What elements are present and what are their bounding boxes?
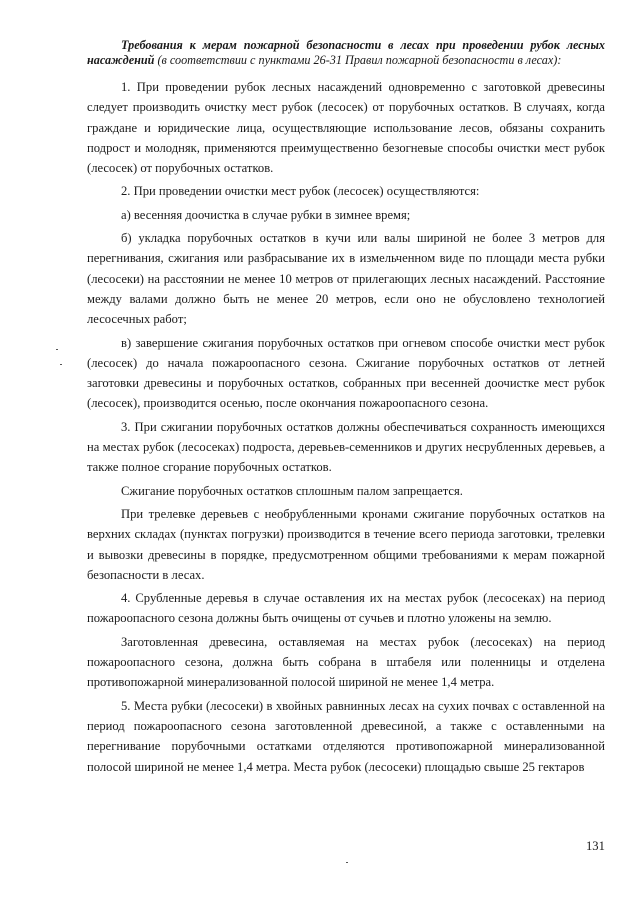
- title-text: Требования к мерам пожарной безопасности в лесах при проведении рубок лесных насаждений: [87, 38, 605, 67]
- paragraph-2: 2. При проведении очистки мест рубок (лесосек) осуществляются:: [121, 184, 480, 199]
- paragraph-4-timber: Заготовленная древесина, оставляемая на местах рубок (лесосеках) на период пожароопасного сезона, должна быть собрана в штабеля или поленницы и отделена противопожарной минерализованной полосой шириной не менее 1,4 метра.: [87, 634, 605, 690]
- paragraph-2c: в) завершение сжигания порубочных остатков при огневом способе очистки мест рубок (лесосек) до начала пожароопасного сезона. Сжигание порубочных остатков от летней заготовки древесины и порубочных остатков, собранных при весенней доочистке мест рубок (лесосек), производится осенью, после окончания пожароопасного сезона.: [87, 335, 605, 411]
- scan-speck: [60, 364, 62, 365]
- document-page: [87, 38, 605, 780]
- scan-speck: [346, 862, 348, 863]
- document-title: [87, 38, 605, 67]
- paragraph-3-skidding: При трелевке деревьев с необрубленными кронами сжигание порубочных остатков на верхних складах (пунктах погрузки) производится в течение всего периода заготовки, трелевки и вывозки древесины в порядке, предусмотренном общими требованиями к мерам пожарной безопасности в лесах.: [87, 506, 605, 582]
- paragraph-1: 1. При проведении рубок лесных насаждений одновременно с заготовкой древесины следует производить очистку мест рубок (лесосек) от порубочных остатков. В случаях, когда граждане и юридические лица, осуществляющие использование лесов, обязаны сохранить подрост и молодняк, применяются преимущественно безогневые способы очистки мест рубок (лесосек) от порубочных остатков.: [87, 80, 605, 176]
- paragraph-2b: б) укладка порубочных остатков в кучи или валы шириной не более 3 метров для перегнивания, сжигания или разбрасывание их в измельченном виде по площади места рубки (лесосеки) на расстоянии не менее 10 метров от прилегающих лесных насаждений. Расстояние между валами должно быть не менее 20 метров, если оно не обусловлено технологией лесосечных работ;: [87, 231, 605, 327]
- title-subtitle: (в соответствии с пунктами 26-31 Правил пожарной безопасности в лесах):: [157, 52, 562, 67]
- paragraph-3: 3. При сжигании порубочных остатков должны обеспечиваться сохранность имеющихся на местах рубок (лесосеках) подроста, деревьев-семенников и других несрубленных деревьев, а также полное сгорание порубочных остатков.: [87, 419, 605, 475]
- paragraph-3-ban: Сжигание порубочных остатков сплошным палом запрещается.: [121, 483, 463, 498]
- page-number: 131: [586, 839, 605, 853]
- paragraph-5: 5. Места рубки (лесосеки) в хвойных равнинных лесах на сухих почвах с оставленной на период пожароопасного сезона заготовленной древесиной, а также с оставленными на перегнивание порубочными остатками отделяются противопожарной минерализованной полосой шириной не менее 1,4 метра. Места рубок (лесосеки) площадью свыше 25 гектаров: [87, 698, 605, 774]
- paragraph-2a: а) весенняя доочистка в случае рубки в зимнее время;: [121, 207, 411, 222]
- scan-speck: [56, 349, 58, 350]
- paragraph-4: 4. Срубленные деревья в случае оставления их на местах рубок (лесосеках) на период пожароопасного сезона должны быть очищены от сучьев и плотно уложены на землю.: [87, 591, 605, 626]
